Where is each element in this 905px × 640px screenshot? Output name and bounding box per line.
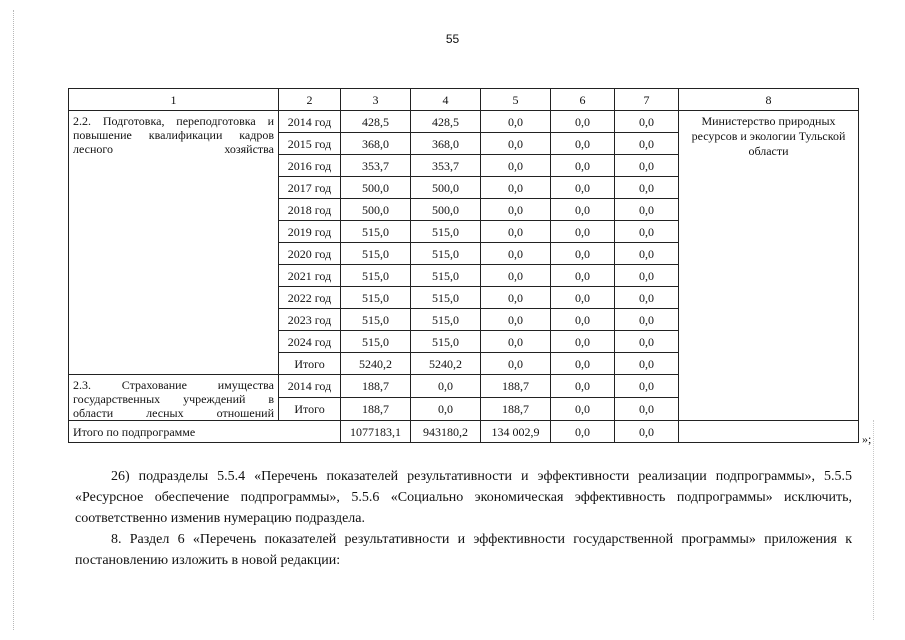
table-cell: 515,0 (341, 265, 411, 287)
table-cell: 0,0 (615, 398, 679, 421)
header-cell: 5 (481, 89, 551, 111)
table-cell: 943180,2 (411, 421, 481, 443)
closing-quote-mark: »; (862, 432, 872, 446)
table-cell: 188,7 (341, 375, 411, 398)
table-cell: 0,0 (481, 111, 551, 133)
table-cell: 353,7 (341, 155, 411, 177)
table-cell: 0,0 (481, 155, 551, 177)
table-cell: 2020 год (279, 243, 341, 265)
table-cell: 0,0 (481, 287, 551, 309)
table-cell: 0,0 (551, 133, 615, 155)
table-cell: 515,0 (411, 309, 481, 331)
header-cell: 8 (679, 89, 859, 111)
table-cell: 0,0 (615, 221, 679, 243)
table-row (69, 111, 859, 133)
table-cell: 0,0 (551, 398, 615, 421)
table-cell: Итого (279, 398, 341, 421)
table-cell: 0,0 (551, 199, 615, 221)
paragraph-26: 26) подразделы 5.5.4 «Перечень показателей результативности и эффективности реализации подпрограммы», 5.5.5 «Ресурсное обеспечение подпрограммы», 5.5.6 «Социально экономическая эффективность подпрограммы» исключить, соответственно изменив нумерацию подраздела. (75, 469, 852, 526)
table-cell: 353,7 (411, 155, 481, 177)
table-cell: 500,0 (411, 177, 481, 199)
table-cell: 0,0 (615, 243, 679, 265)
table-cell: 0,0 (551, 221, 615, 243)
table-cell: 0,0 (551, 375, 615, 398)
table-cell: 0,0 (411, 375, 481, 398)
table-cell: Итого (279, 353, 341, 375)
table-cell: 515,0 (341, 287, 411, 309)
table-cell: 0,0 (615, 133, 679, 155)
table-cell: 0,0 (615, 177, 679, 199)
table-cell: 5240,2 (341, 353, 411, 375)
table-cell: 2016 год (279, 155, 341, 177)
table-cell: 2015 год (279, 133, 341, 155)
table-cell: 0,0 (481, 199, 551, 221)
table-cell: 0,0 (551, 287, 615, 309)
table-cell: 1077183,1 (341, 421, 411, 443)
table-cell: 0,0 (481, 177, 551, 199)
table-cell: 2019 год (279, 221, 341, 243)
table-cell: 500,0 (411, 199, 481, 221)
table-cell: 515,0 (341, 309, 411, 331)
table-cell: 0,0 (551, 111, 615, 133)
table-cell: 0,0 (551, 243, 615, 265)
table-cell: 2014 год (279, 375, 341, 398)
table-cell: 368,0 (411, 133, 481, 155)
table-cell: 0,0 (551, 155, 615, 177)
table-cell: 0,0 (615, 111, 679, 133)
table-cell: 428,5 (411, 111, 481, 133)
table-cell: 2024 год (279, 331, 341, 353)
table-cell: 0,0 (615, 375, 679, 398)
table-cell: 0,0 (551, 309, 615, 331)
header-cell: 2 (279, 89, 341, 111)
table-cell: 0,0 (481, 221, 551, 243)
table-cell: 515,0 (411, 331, 481, 353)
table-cell: 0,0 (481, 133, 551, 155)
table-cell: 515,0 (341, 221, 411, 243)
table-cell: 0,0 (551, 331, 615, 353)
table-cell: 0,0 (481, 265, 551, 287)
table-cell: 2014 год (279, 111, 341, 133)
empty-cell (679, 421, 859, 443)
table-cell: 2017 год (279, 177, 341, 199)
table-cell: 0,0 (411, 398, 481, 421)
subprogram-total-label: Итого по подпрограмме (69, 421, 341, 443)
table-cell: 2023 год (279, 309, 341, 331)
table-cell: 0,0 (615, 199, 679, 221)
table-cell: 0,0 (615, 309, 679, 331)
table-cell: 188,7 (481, 375, 551, 398)
responsible-ministry: Министерство природных ресурсов и экологии Тульской области (679, 111, 859, 421)
table-cell: 2018 год (279, 199, 341, 221)
header-cell: 3 (341, 89, 411, 111)
table-cell: 134 002,9 (481, 421, 551, 443)
table-cell: 500,0 (341, 199, 411, 221)
table-cell: 0,0 (615, 265, 679, 287)
table-cell: 0,0 (615, 287, 679, 309)
margin-rule-right (873, 420, 875, 620)
table-cell: 515,0 (411, 287, 481, 309)
table-cell: 368,0 (341, 133, 411, 155)
table-body (69, 89, 859, 443)
table-cell: 2022 год (279, 287, 341, 309)
table-cell: 515,0 (341, 243, 411, 265)
table-cell: 515,0 (411, 243, 481, 265)
header-cell: 6 (551, 89, 615, 111)
table-cell: 0,0 (481, 331, 551, 353)
section-2-2-description: 2.2. Подготовка, переподготовка и повышение квалификации кадров лесного хозяйства (69, 111, 279, 375)
table-cell: 188,7 (341, 398, 411, 421)
header-cell: 1 (69, 89, 279, 111)
table-cell: 0,0 (551, 265, 615, 287)
table-cell: 500,0 (341, 177, 411, 199)
header-cell: 4 (411, 89, 481, 111)
table-cell: 5240,2 (411, 353, 481, 375)
table-cell: 0,0 (615, 421, 679, 443)
table-cell: 2021 год (279, 265, 341, 287)
table-cell: 0,0 (615, 353, 679, 375)
paragraph-8: 8. Раздел 6 «Перечень показателей результативности и эффективности государственной программы» приложения к постановлению изложить в новой редакции: (75, 532, 852, 568)
table-header-row (69, 89, 859, 111)
table-cell: 0,0 (481, 243, 551, 265)
table-cell: 0,0 (551, 421, 615, 443)
header-cell: 7 (615, 89, 679, 111)
table-cell: 515,0 (341, 331, 411, 353)
table-cell: 0,0 (615, 331, 679, 353)
table-cell: 515,0 (411, 265, 481, 287)
table-cell: 428,5 (341, 111, 411, 133)
table-cell: 0,0 (551, 353, 615, 375)
table-cell: 188,7 (481, 398, 551, 421)
table-cell: 0,0 (551, 177, 615, 199)
page-number: 55 (445, 32, 460, 46)
margin-rule-left (13, 10, 15, 630)
table-cell: 0,0 (615, 155, 679, 177)
subprogram-total-row (69, 421, 859, 443)
section-2-3-description: 2.3. Страхование имущества государственных учреждений в области лесных отношений (69, 375, 279, 421)
table-cell: 0,0 (481, 309, 551, 331)
subprogram-funding-table (68, 88, 859, 443)
table-cell: 515,0 (411, 221, 481, 243)
table-cell: 0,0 (481, 353, 551, 375)
